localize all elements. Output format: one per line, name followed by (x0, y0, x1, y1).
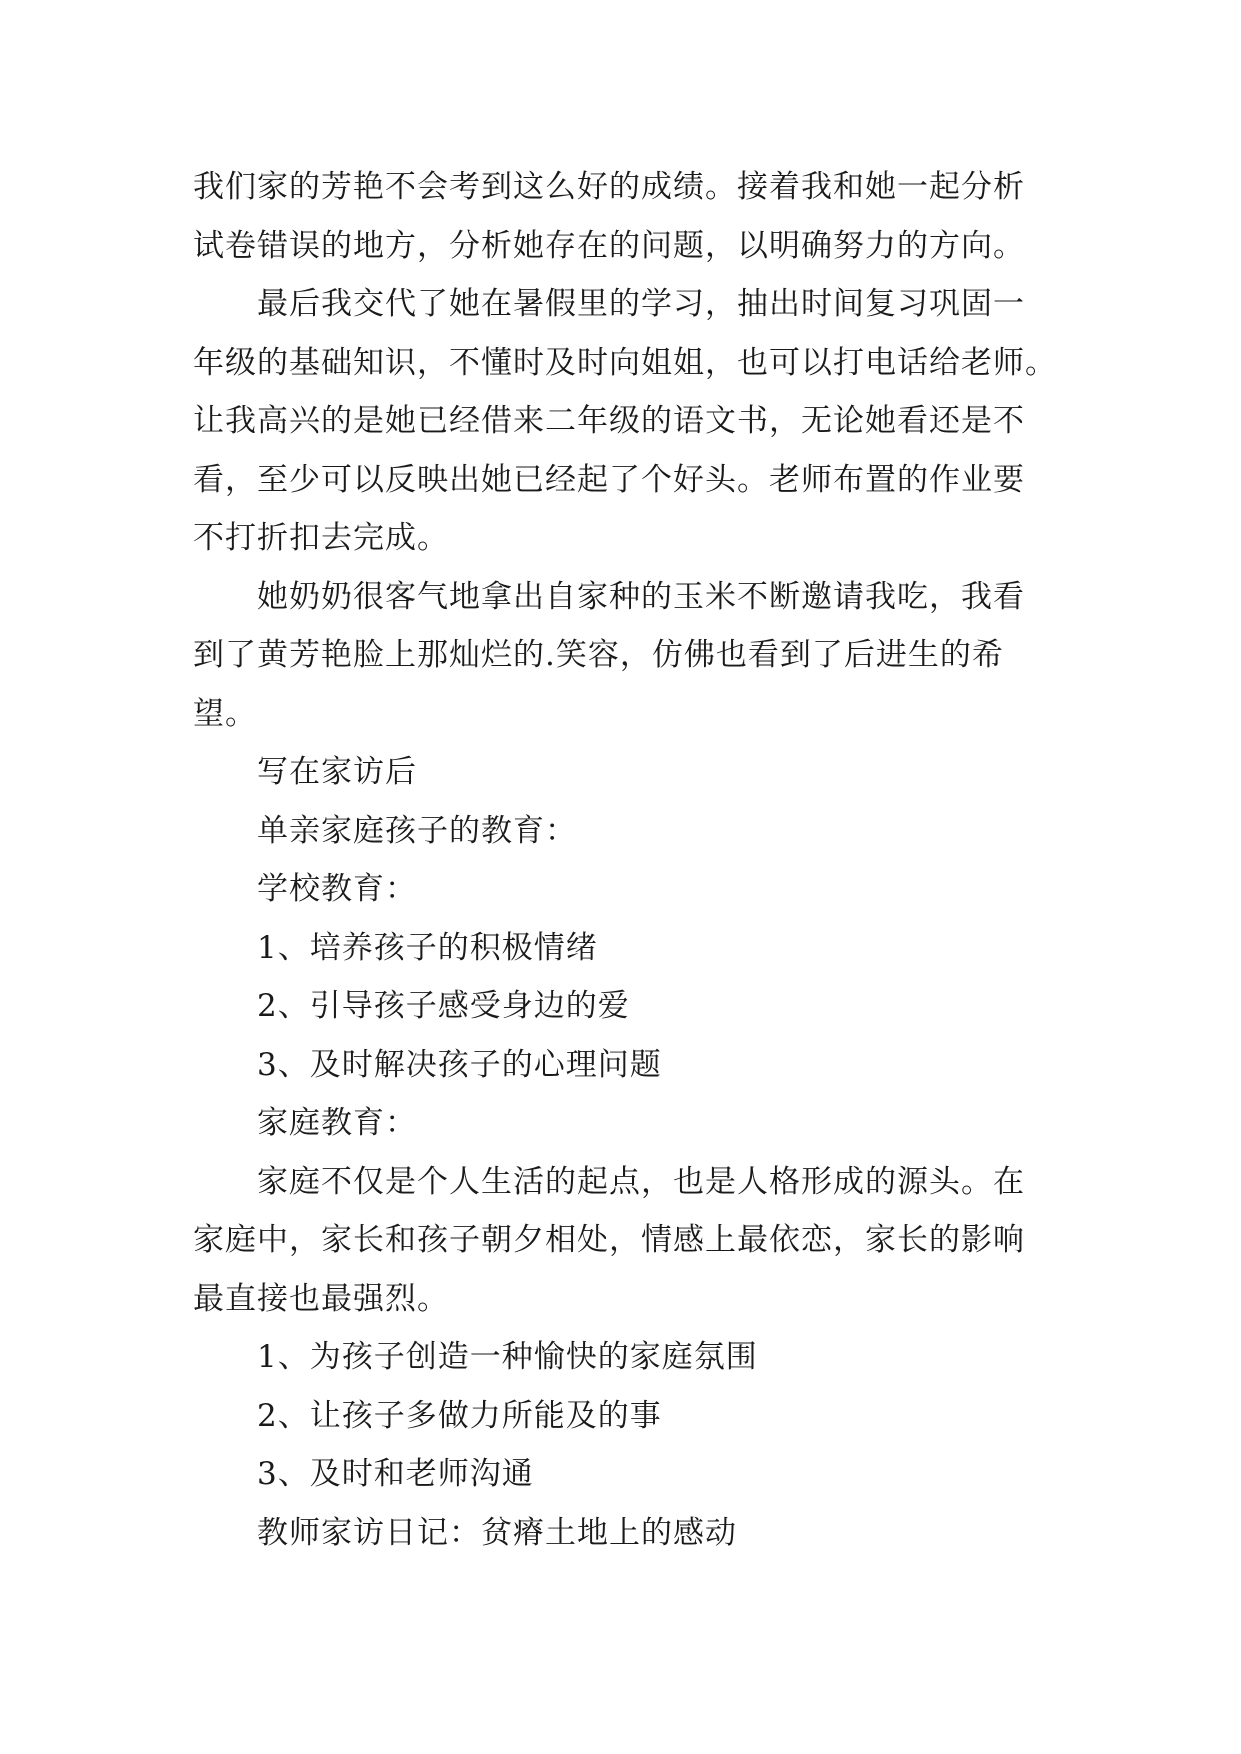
text-line: 写在家访后 (257, 754, 417, 790)
text-line: 让我高兴的是她已经借来二年级的语文书，无论她看还是不 (193, 403, 1025, 439)
text-line: 2、让孩子多做力所能及的事 (257, 1397, 662, 1434)
text-line: 家庭不仅是个人生活的起点，也是人格形成的源头。在 (257, 1163, 1025, 1200)
text-line: 到了黄芳艳脸上那灿烂的.笑容，仿佛也看到了后进生的希 (193, 637, 1004, 673)
text-line: 1、为孩子创造一种愉快的家庭氛围 (257, 1339, 758, 1375)
text-line: 年级的基础知识，不懂时及时向姐姐，也可以打电话给老师。 (193, 344, 1057, 381)
text-line: 最后我交代了她在暑假里的学习，抽出时间复习巩固一 (257, 286, 1025, 322)
text-line: 望。 (193, 695, 257, 732)
text-line: 学校教育： (257, 871, 417, 907)
text-line: 试卷错误的地方，分析她存在的问题，以明确努力的方向。 (193, 227, 1025, 264)
text-line: 看，至少可以反映出她已经起了个好头。老师布置的作业要 (193, 461, 1025, 498)
text-line: 家庭教育： (257, 1105, 417, 1141)
text-line: 最直接也最强烈。 (193, 1280, 449, 1317)
text-line: 她奶奶很客气地拿出自家种的玉米不断邀请我吃，我看 (257, 578, 1025, 615)
document-body (193, 158, 1063, 1562)
text-line: 单亲家庭孩子的教育： (257, 812, 577, 849)
text-line: 3、及时解决孩子的心理问题 (257, 1046, 662, 1083)
text-line: 家庭中，家长和孩子朝夕相处，情感上最依恋，家长的影响 (193, 1222, 1025, 1258)
text-line: 我们家的芳艳不会考到这么好的成绩。接着我和她一起分析 (193, 169, 1025, 205)
text-line: 1、培养孩子的积极情绪 (257, 929, 598, 966)
text-line: 2、引导孩子感受身边的爱 (257, 988, 630, 1024)
text-line: 不打折扣去完成。 (193, 520, 449, 556)
text-line: 教师家访日记：贫瘠土地上的感动 (257, 1514, 737, 1551)
text-line: 3、及时和老师沟通 (257, 1456, 534, 1492)
